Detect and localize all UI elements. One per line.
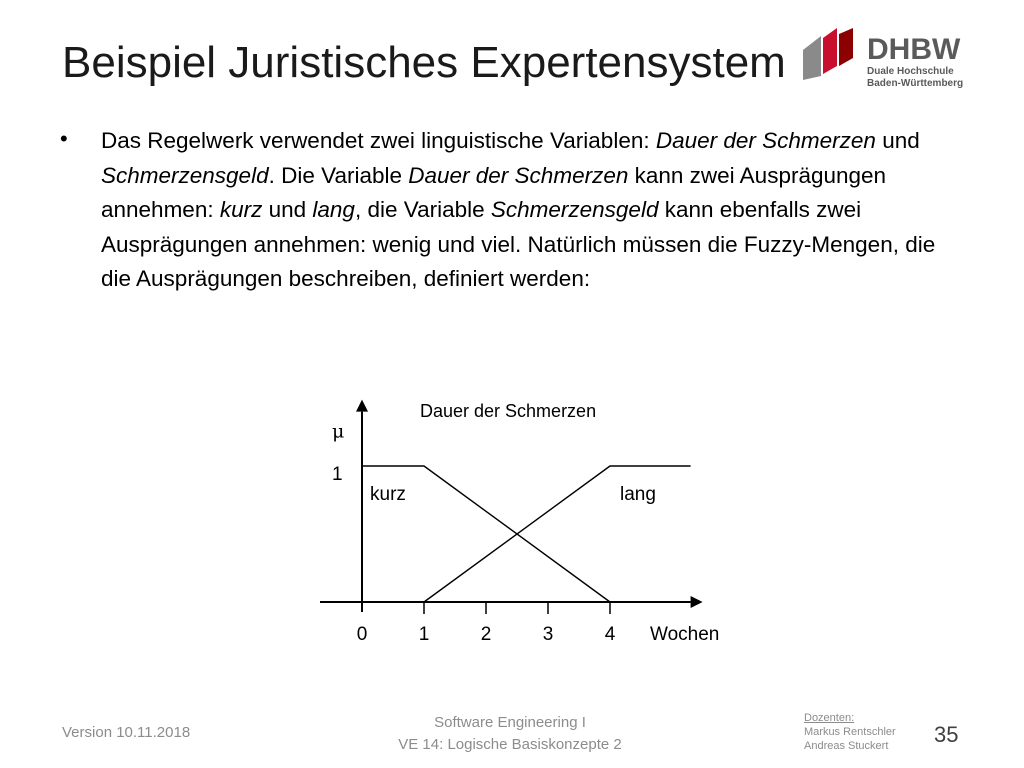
- logo-wordmark-bw: BW: [910, 33, 961, 66]
- page-number: 35: [934, 722, 959, 747]
- bullet-term: kurz: [219, 197, 263, 222]
- footer-course: Software Engineering I: [434, 714, 586, 731]
- footer-version: Version 10.11.2018: [62, 724, 191, 741]
- y-tick-label: 1: [332, 464, 343, 485]
- footer-lecturers-heading: Dozenten:: [804, 712, 855, 724]
- footer-lecturer-1: Markus Rentschler: [804, 726, 896, 738]
- x-tick-label: 4: [604, 624, 616, 645]
- x-tick-label: 1: [418, 624, 430, 645]
- y-axis-arrow-icon: [356, 400, 368, 412]
- bullet-segment: kann ebenfalls zwei Ausprägungen annehmen: wenig und viel. Natürlich müssen die Fuzzy-Mengen, die die Ausprägungen beschreiben, definiert werden:: [101, 197, 936, 291]
- logo-line-1: Duale Hochschule: [867, 66, 954, 77]
- dhbw-logo: [803, 28, 1003, 98]
- y-axis-label: μ: [332, 420, 345, 443]
- footer-lecturer-2: Andreas Stuckert: [804, 740, 889, 752]
- bullet-segment: kann zwei Ausprägungen annehmen:: [101, 162, 887, 222]
- bullet-segment: , die Variable: [354, 197, 491, 222]
- series-label-lang: lang: [620, 484, 656, 505]
- fuzzy-membership-chart: [316, 390, 736, 650]
- bullet-term: Dauer der Schmerzen: [655, 128, 876, 153]
- bullet-dot-icon: •: [60, 126, 68, 151]
- logo-wordmark: [867, 34, 963, 66]
- x-axis-arrow-icon: [691, 596, 703, 608]
- x-tick-label: 3: [542, 624, 554, 645]
- dhbw-logo-mark-icon: [803, 28, 863, 88]
- logo-line-2: Baden-Württemberg: [867, 78, 964, 89]
- chart-title: Dauer der Schmerzen: [420, 401, 597, 421]
- footer-lecture: VE 14: Logische Basiskonzepte 2: [398, 736, 622, 753]
- bullet-segment: und: [875, 128, 920, 153]
- series-label-kurz: kurz: [370, 484, 406, 505]
- bullet-segment: . Die Variable: [268, 162, 409, 188]
- logo-wordmark-dh: DH: [867, 33, 911, 66]
- x-tick-label: 2: [480, 624, 492, 645]
- bullet-segment: Das Regelwerk verwendet zwei linguistische Variablen:: [101, 128, 656, 153]
- footer-course-info: [360, 712, 660, 756]
- bullet-term: Dauer der Schmerzen: [408, 162, 629, 188]
- bullet-term: lang: [312, 197, 355, 222]
- x-tick-label: 0: [356, 624, 368, 645]
- bullet-term: Schmerzensgeld: [101, 162, 269, 188]
- x-axis-label: Wochen: [650, 624, 720, 645]
- bullet-segment: und: [262, 197, 313, 222]
- slide-title: Beispiel Juristisches Expertensystem: [62, 38, 786, 87]
- bullet-term: Schmerzensgeld: [490, 197, 659, 222]
- footer-lecturers: [804, 711, 896, 753]
- bullet-text: [101, 124, 966, 297]
